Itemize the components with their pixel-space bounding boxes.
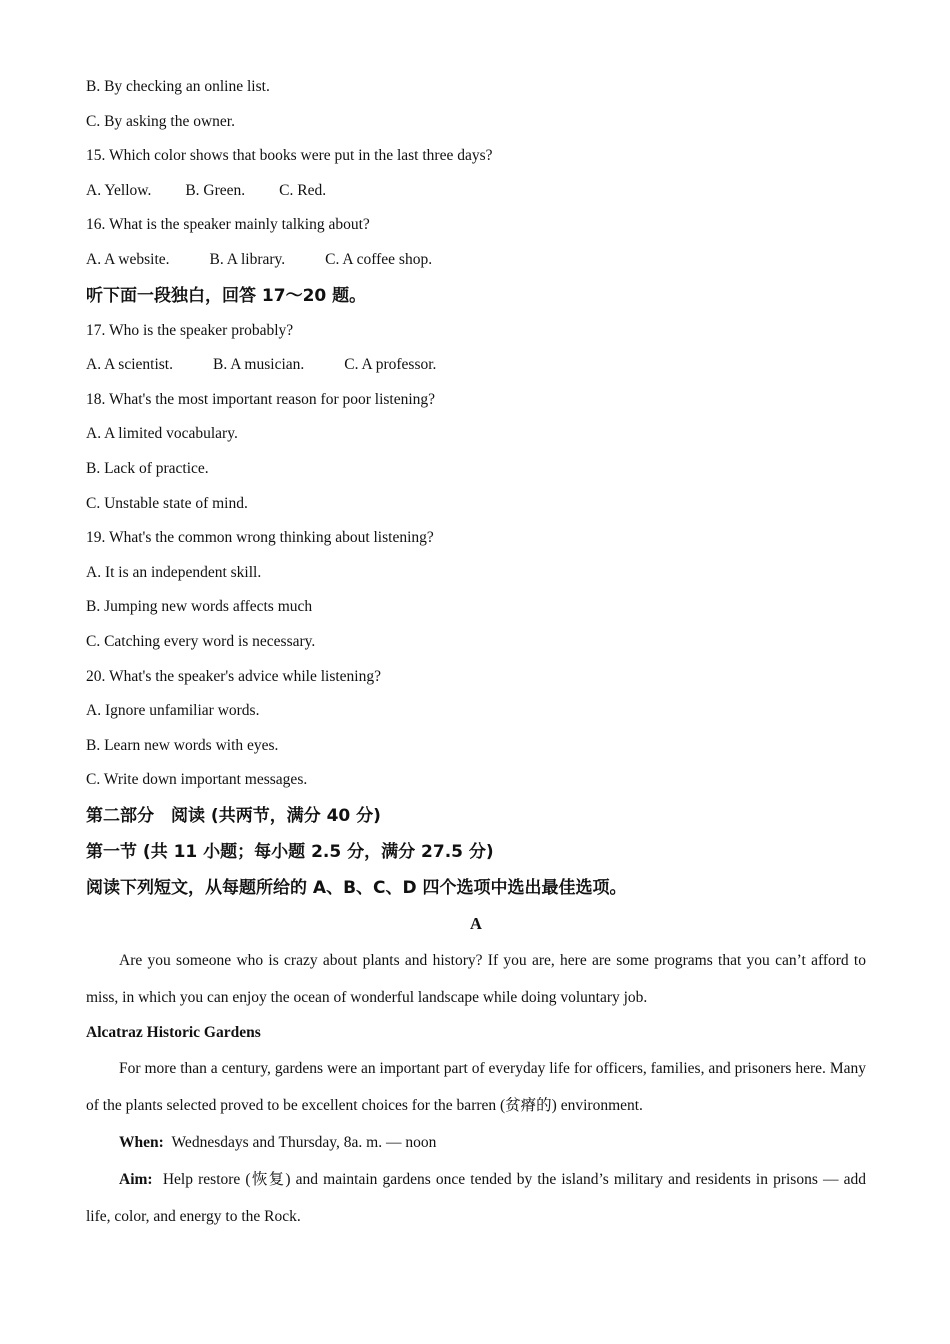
- when-value: Wednesdays and Thursday, 8a. m. — noon: [171, 1133, 437, 1151]
- reading-part-title: 第二部分 阅读 (共两节，满分 40 分): [86, 805, 381, 826]
- q20-option-b: B. Learn new words with eyes.: [86, 736, 279, 754]
- q14-option-b: B. By checking an online list.: [86, 78, 270, 95]
- q14-option-c: C. By asking the owner.: [86, 112, 235, 130]
- q15-option-a: A. Yellow.: [86, 181, 152, 199]
- q16-question: 16. What is the speaker mainly talking about?: [86, 216, 370, 234]
- program-description: For more than a century, gardens were an important part of everyday life for officers, families, and prisoners here. Many of the plants selected proved to be excellent choices for the barren (贫瘠的) environment.: [86, 1059, 866, 1114]
- q17-option-a: A. A scientist.: [86, 356, 173, 374]
- program-title: Alcatraz Historic Gardens: [86, 1023, 261, 1041]
- q19-question: 19. What's the common wrong thinking about listening?: [86, 529, 434, 547]
- q17-options: [86, 348, 866, 383]
- q18-option-a: A. A limited vocabulary.: [86, 425, 238, 443]
- q18-question: 18. What's the most important reason for poor listening?: [86, 390, 436, 408]
- q19-option-c: C. Catching every word is necessary.: [86, 632, 316, 650]
- q15-option-c: C. Red.: [279, 181, 327, 199]
- q16-options: [86, 243, 866, 278]
- q17-option-c: C. A professor.: [344, 356, 437, 374]
- program-when: [86, 1124, 866, 1161]
- passage-intro: Are you someone who is crazy about plants and history? If you are, here are some programs that you can’t afford to miss, in which you can enjoy the ocean of wonderful landscape while doing voluntary job.: [86, 951, 866, 1006]
- when-label: When:: [119, 1133, 164, 1151]
- q20-question: 20. What's the speaker's advice while listening?: [86, 667, 381, 685]
- q17-question: 17. Who is the speaker probably?: [86, 321, 294, 339]
- q16-option-a: A. A website.: [86, 250, 170, 268]
- monologue-instruction: 听下面一段独白，回答 17～20 题。: [86, 285, 367, 306]
- q18-option-c: C. Unstable state of mind.: [86, 494, 248, 512]
- q15-options: [86, 174, 866, 209]
- q16-option-c: C. A coffee shop.: [325, 250, 433, 268]
- exam-content: [86, 70, 866, 1235]
- q18-option-b: B. Lack of practice.: [86, 459, 209, 477]
- q19-option-b: B. Jumping new words affects much: [86, 598, 313, 616]
- program-aim: [86, 1161, 866, 1235]
- q15-option-b: B. Green.: [185, 181, 246, 199]
- aim-label: Aim:: [119, 1170, 153, 1188]
- q15-question: 15. Which color shows that books were put in the last three days?: [86, 147, 493, 165]
- passage-letter: A: [470, 913, 482, 933]
- q20-option-a: A. Ignore unfamiliar words.: [86, 702, 260, 720]
- aim-value: Help restore (恢复) and maintain gardens once tended by the island’s military and residents in prisons — add life, color, and energy to the Rock.: [86, 1170, 867, 1225]
- q20-option-c: C. Write down important messages.: [86, 771, 308, 789]
- q16-option-b: B. A library.: [209, 250, 286, 268]
- reading-instruction: 阅读下列短文，从每题所给的 A、B、C、D 四个选项中选出最佳选项。: [86, 877, 627, 898]
- reading-section-title: 第一节 (共 11 小题；每小题 2.5 分，满分 27.5 分): [86, 841, 494, 862]
- q19-option-a: A. It is an independent skill.: [86, 563, 262, 581]
- q17-option-b: B. A musician.: [212, 356, 305, 374]
